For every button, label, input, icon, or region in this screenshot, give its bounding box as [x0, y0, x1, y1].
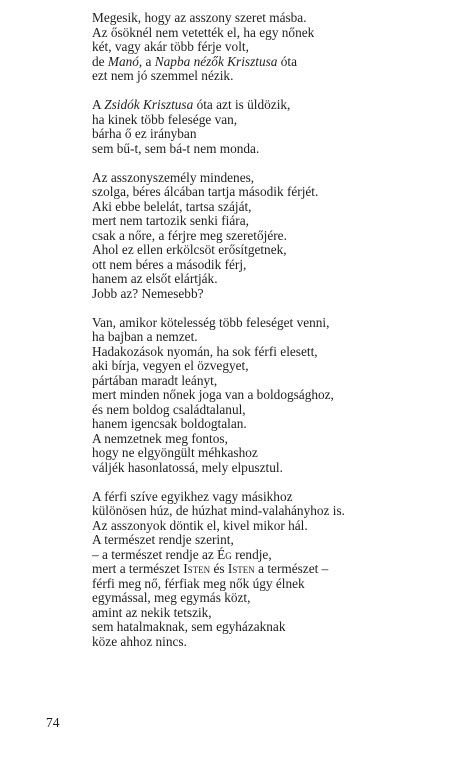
line-segment: köze ahhoz nincs.: [92, 633, 187, 649]
line-segment: csak a nőre, a férjre meg szeretőjére.: [92, 227, 287, 243]
poem-line: [92, 374, 442, 389]
poem-line: [92, 432, 442, 447]
line-segment: – a természet rendje az: [92, 546, 218, 562]
line-segment: ott nem béres a második férj,: [92, 256, 247, 272]
line-segment: Ég: [217, 546, 232, 562]
line-segment: óta azt is üldözik,: [193, 97, 291, 113]
line-segment: aki bírja, vegyen el özvegyet,: [92, 358, 249, 374]
line-segment: két, vagy akár több férje volt,: [92, 39, 249, 54]
poem-line: [92, 330, 442, 345]
poem-line: [92, 548, 442, 563]
line-segment: bárha ő ez irányban: [92, 126, 197, 142]
poem-line: [92, 519, 442, 534]
poem-line: [92, 113, 442, 128]
line-segment: és: [210, 561, 228, 577]
poem-line: [92, 504, 442, 519]
poem-line: [92, 461, 442, 476]
poem-line: [92, 577, 442, 592]
stanza: [92, 11, 442, 84]
line-segment: Zsidók Krisztusa: [104, 97, 194, 113]
line-segment: Az asszonyok döntik el, kivel mikor hál.: [92, 517, 308, 533]
line-segment: sem bű-t, sem bá-t nem monda.: [92, 140, 260, 156]
poem-line: [92, 446, 442, 461]
stanza: [92, 490, 442, 650]
line-segment: szolga, béres álcában tartja második férjét.: [92, 184, 319, 200]
line-segment: Megesik, hogy az asszony szeret másba.: [92, 10, 307, 25]
poem-line: [92, 287, 442, 302]
line-segment: pártában maradt leányt,: [92, 372, 218, 388]
poem-line: [92, 142, 442, 157]
line-segment: sem hatalmaknak, sem egyházaknak: [92, 619, 286, 635]
poem-line: [92, 243, 442, 258]
stanza: [92, 171, 442, 302]
poem-line: [92, 69, 442, 84]
poem-line: [92, 490, 442, 505]
line-segment: férfi meg nő, férfiak meg nők úgy élnek: [92, 575, 305, 591]
line-segment: Ahol ez ellen erkölcsöt erősítgetnek,: [92, 242, 287, 258]
line-segment: , a: [138, 53, 155, 69]
line-segment: mert a természet: [92, 561, 184, 577]
poem-line: [92, 403, 442, 418]
poem-line: [92, 229, 442, 244]
poem-line: [92, 40, 442, 55]
poem-line: [92, 620, 442, 635]
line-segment: óta: [277, 53, 297, 69]
poem-line: [92, 185, 442, 200]
line-segment: rendje,: [231, 546, 272, 562]
line-segment: ezt nem jó szemmel nézik.: [92, 68, 234, 83]
line-segment: Napba nézők Krisztusa: [154, 53, 278, 69]
line-segment: amint az nekik tetszik,: [92, 604, 212, 620]
line-segment: de: [92, 53, 108, 69]
line-segment: Jobb az? Nemesebb?: [92, 285, 204, 301]
poem-line: [92, 200, 442, 215]
poem-line: [92, 272, 442, 287]
poem-line: [92, 591, 442, 606]
line-segment: mert nem tartozik senki fiára,: [92, 213, 249, 229]
poem-line: [92, 258, 442, 273]
line-segment: A természet rendje szerint,: [92, 532, 234, 548]
poem-line: [92, 316, 442, 331]
line-segment: ha bajban a nemzet.: [92, 329, 198, 345]
poem-line: [92, 562, 442, 577]
line-segment: Van, amikor kötelesség több feleséget venni,: [92, 314, 330, 330]
line-segment: váljék hasonlatossá, mely elpusztul.: [92, 459, 283, 475]
line-segment: Isten: [183, 561, 211, 577]
poem-line: [92, 171, 442, 186]
poem-line: [92, 214, 442, 229]
poem-line: [92, 55, 442, 70]
line-segment: egymással, meg egymás közt,: [92, 590, 251, 606]
line-segment: A: [92, 97, 105, 113]
line-segment: hanem igencsak boldogtalan.: [92, 416, 247, 432]
page-number: 74: [46, 715, 60, 730]
poem-line: [92, 98, 442, 113]
line-segment: a természet –: [254, 561, 329, 577]
stanza: [92, 98, 442, 156]
line-segment: és nem boldog családtalanul,: [92, 401, 246, 417]
poem-line: [92, 359, 442, 374]
line-segment: Manó: [107, 53, 139, 69]
poem-line: [92, 11, 442, 26]
stanza: [92, 316, 442, 476]
poem-line: [92, 533, 442, 548]
line-segment: Aki ebbe belelát, tartsa száját,: [92, 198, 252, 214]
line-segment: hogy ne elgyöngült méhkashoz: [92, 445, 258, 461]
poem-line: [92, 417, 442, 432]
poem-line: [92, 388, 442, 403]
line-segment: A férfi szíve egyikhez vagy másikhoz: [92, 488, 293, 504]
poem-line: [92, 26, 442, 41]
line-segment: mert minden nőnek joga van a boldogsághoz,: [92, 387, 334, 403]
line-segment: Isten: [227, 561, 255, 577]
line-segment: hanem az elsőt elártják.: [92, 271, 218, 287]
line-segment: Hadakozások nyomán, ha sok férfi elesett,: [92, 343, 318, 359]
line-segment: ha kinek több felesége van,: [92, 111, 238, 127]
poem-text: [92, 11, 442, 664]
poem-line: [92, 345, 442, 360]
poem-line: [92, 606, 442, 621]
poem-line: [92, 635, 442, 650]
line-segment: A nemzetnek meg fontos,: [92, 430, 228, 446]
line-segment: különösen húz, de húzhat mind-valahányhoz is.: [92, 503, 345, 519]
line-segment: Az ősöknél nem vetették el, ha egy nőnek: [92, 24, 315, 40]
poem-line: [92, 127, 442, 142]
line-segment: Az asszonyszemély mindenes,: [92, 169, 255, 185]
